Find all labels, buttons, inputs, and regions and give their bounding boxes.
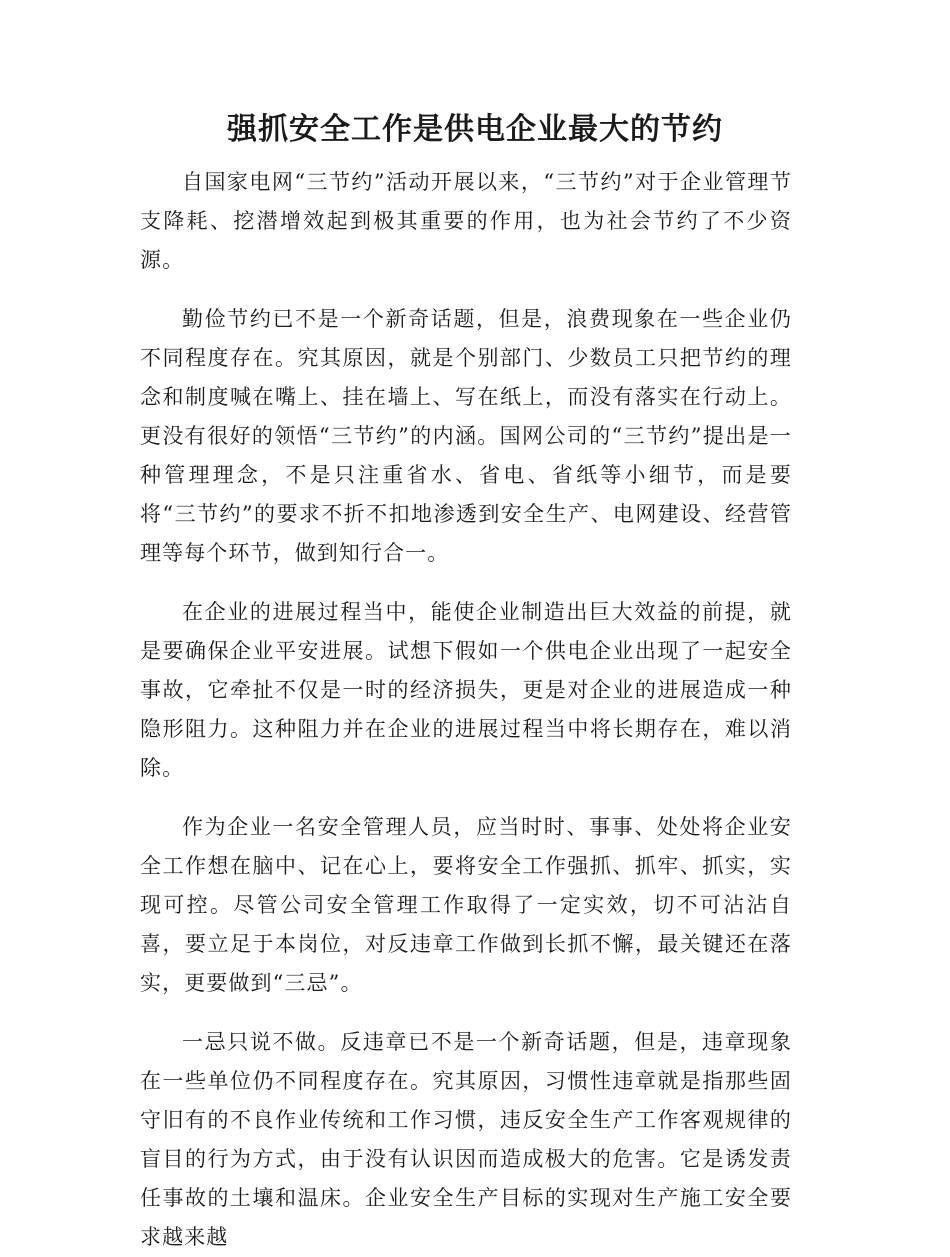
paragraph-3: 在企业的进展过程当中，能使企业制造出巨大效益的前提，就是要确保企业平安进展。试想下假如一个供电企业出现了一起安全事故，它牵扯不仅是一时的经济损失，更是对企业的进展造成一种隐形阻力。这种阻力并在企业的进展过程当中将长期存在，难以消除。 (140, 600, 792, 780)
paragraph-2: 勤俭节约已不是一个新奇话题，但是，浪费现象在一些企业仍不同程度存在。究其原因，就是个别部门、少数员工只把节约的理念和制度喊在嘴上、挂在墙上、写在纸上，而没有落实在行动上。更没有很好的领悟“三节约”的内涵。国网公司的“三节约”提出是一种管理理念，不是只注重省水、省电、省纸等小细节，而是要将“三节约”的要求不折不扣地渗透到安全生产、电网建设、经营管理等每个环节，做到知行合一。 (140, 307, 792, 565)
document-body (140, 163, 792, 1257)
paragraph-5: 一忌只说不做。反违章已不是一个新奇话题，但是，违章现象在一些单位仍不同程度存在。究其原因，习惯性违章就是指那些固守旧有的不良作业传统和工作习惯，违反安全生产工作客观规律的盲目的行为方式，由于没有认识因而造成极大的危害。它是诱发责任事故的土壤和温床。企业安全生产目标的实现对生产施工安全要求越来越 (140, 1030, 792, 1249)
paragraph-4: 作为企业一名安全管理人员，应当时时、事事、处处将企业安全工作想在脑中、记在心上，要将安全工作强抓、抓牢、抓实，实现可控。尽管公司安全管理工作取得了一定实效，切不可沾沾自喜，要立足于本岗位，对反违章工作做到长抓不懈，最关键还在落实，更要做到“三忌”。 (140, 815, 792, 995)
document-title: 强抓安全工作是供电企业最大的节约 (227, 112, 723, 147)
paragraph-1: 自国家电网“三节约”活动开展以来，“三节约”对于企业管理节支降耗、挖潜增效起到极其重要的作用，也为社会节约了不少资源。 (140, 170, 792, 272)
